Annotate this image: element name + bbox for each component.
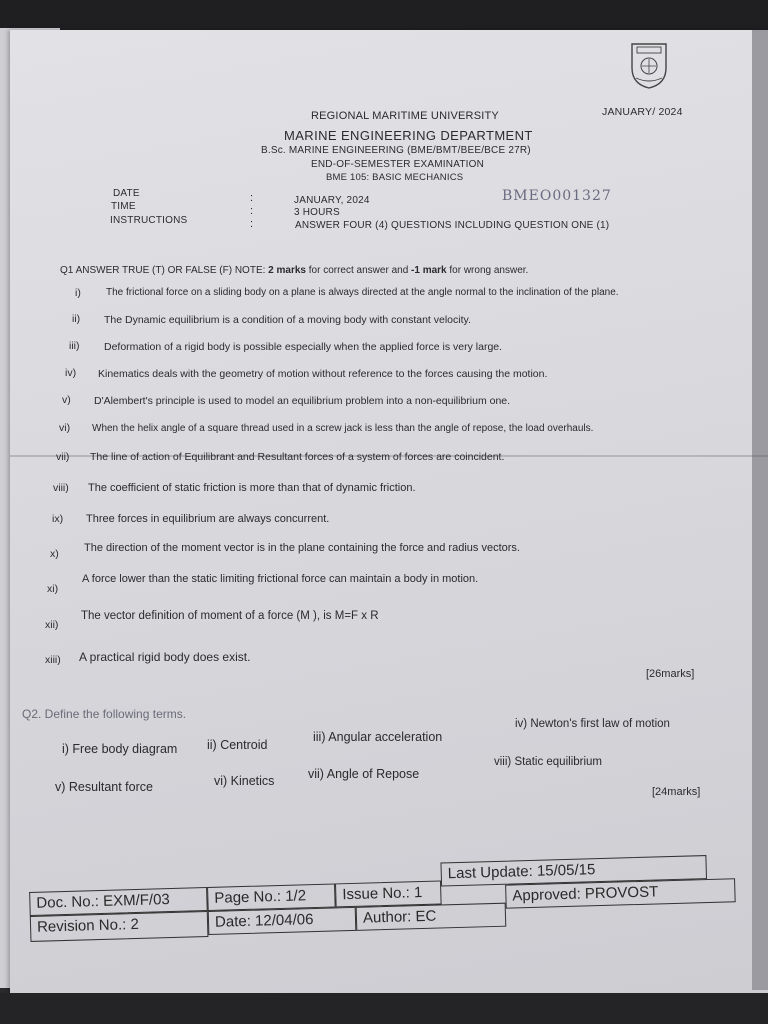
q1-item-number: x) [50, 548, 59, 560]
university-crest-logo [628, 40, 670, 90]
exam-date-top: JANUARY/ 2024 [602, 106, 683, 118]
q2-term: vii) Angle of Repose [308, 767, 420, 781]
document-date: Date: 12/04/06 [208, 907, 357, 935]
q1-item-text: Kinematics deals with the geometry of motion without reference to the forces causing the motion. [98, 368, 548, 380]
q1-item-number: ii) [72, 313, 81, 325]
instructions-label: INSTRUCTIONS [110, 215, 188, 226]
university-name: REGIONAL MARITIME UNIVERSITY [311, 110, 499, 122]
time-label: TIME [111, 201, 136, 212]
date-value: JANUARY, 2024 [294, 195, 370, 206]
q1-item-text: D'Alembert's principle is used to model an equilibrium problem into a non-equilibrium one. [94, 395, 511, 407]
colon: : [250, 205, 254, 217]
q1-heading: Q1 ANSWER TRUE (T) OR FALSE (F) NOTE: 2 marks for correct answer and -1 mark for wrong answer. [60, 265, 529, 276]
q1-marks: [26marks] [646, 668, 695, 680]
q1-item-text: Three forces in equilibrium are always concurrent. [86, 513, 330, 525]
handwritten-student-id: BMEO001327 [502, 188, 612, 204]
photo-background-top [0, 0, 768, 30]
department-name: MARINE ENGINEERING DEPARTMENT [284, 128, 533, 143]
issue-number: Issue No.: 1 [335, 880, 442, 907]
q1-item-text: The Dynamic equilibrium is a condition of a moving body with constant velocity. [104, 314, 471, 326]
q1-item-text: The direction of the moment vector is in the plane containing the force and radius vectors. [84, 542, 520, 554]
q2-term: vi) Kinetics [214, 774, 275, 788]
q1-item-number: viii) [53, 482, 69, 494]
programme-name: B.Sc. MARINE ENGINEERING (BME/BMT/BEE/BCE 27R) [261, 145, 531, 156]
last-update: Last Update: 15/05/15 [440, 855, 707, 886]
photo-background-bottom [0, 993, 768, 1024]
doc-number: Doc. No.: EXM/F/03 [29, 887, 208, 916]
q1-item-number: vi) [59, 422, 71, 434]
q1-item-text: The coefficient of static friction is more than that of dynamic friction. [88, 482, 416, 494]
q2-term: v) Resultant force [55, 780, 153, 794]
q1-item-text: Deformation of a rigid body is possible especially when the applied force is very large. [104, 341, 503, 353]
q1-item-number: ix) [52, 513, 64, 525]
q2-marks: [24marks] [652, 786, 701, 798]
q1-item-text: A force lower than the static limiting frictional force can maintain a body in motion. [82, 573, 479, 585]
q1-item-number: xiii) [45, 654, 61, 666]
q1-item-text: The vector definition of moment of a force (M ), is M=F x R [81, 610, 379, 622]
revision-number: Revision No.: 2 [30, 911, 209, 942]
q2-term: viii) Static equilibrium [494, 756, 603, 768]
q1-item-text: A practical rigid body does exist. [79, 650, 251, 664]
author: Author: EC [356, 903, 507, 931]
q1-item-number: xii) [45, 619, 59, 631]
q2-term: ii) Centroid [207, 738, 268, 752]
q2-term: iv) Newton's first law of motion [515, 718, 670, 730]
page-number: Page No.: 1/2 [207, 883, 336, 911]
q1-item-text: When the helix angle of a square thread used in a screw jack is less than the angle of repose, the load overhauls. [92, 423, 594, 434]
q1-item-text: The line of action of Equilibrant and Resultant forces of a system of forces are coincident. [90, 451, 505, 463]
q2-term: i) Free body diagram [62, 742, 178, 756]
q1-item-number: iv) [65, 367, 77, 379]
exam-type: END-OF-SEMESTER EXAMINATION [311, 159, 485, 170]
q1-item-number: xi) [47, 583, 59, 595]
course-title: BME 105: BASIC MECHANICS [326, 172, 464, 183]
instructions-value: ANSWER FOUR (4) QUESTIONS INCLUDING QUESTION ONE (1) [295, 220, 610, 231]
q1-item-number: vii) [56, 451, 70, 463]
date-label: DATE [113, 188, 140, 199]
time-value: 3 HOURS [294, 207, 340, 218]
q1-item-number: i) [75, 287, 81, 299]
q1-item-number: v) [62, 394, 71, 406]
colon: : [250, 192, 254, 204]
paper-edge-shadow [752, 30, 768, 990]
approved-by: Approved: PROVOST [505, 878, 736, 908]
colon: : [250, 218, 254, 230]
q2-term: iii) Angular acceleration [313, 730, 443, 744]
q2-heading: Q2. Define the following terms. [22, 707, 187, 721]
q1-item-text: The frictional force on a sliding body on a plane is always directed at the angle normal to the inclination of the plane. [106, 287, 619, 298]
q1-item-number: iii) [69, 340, 80, 352]
